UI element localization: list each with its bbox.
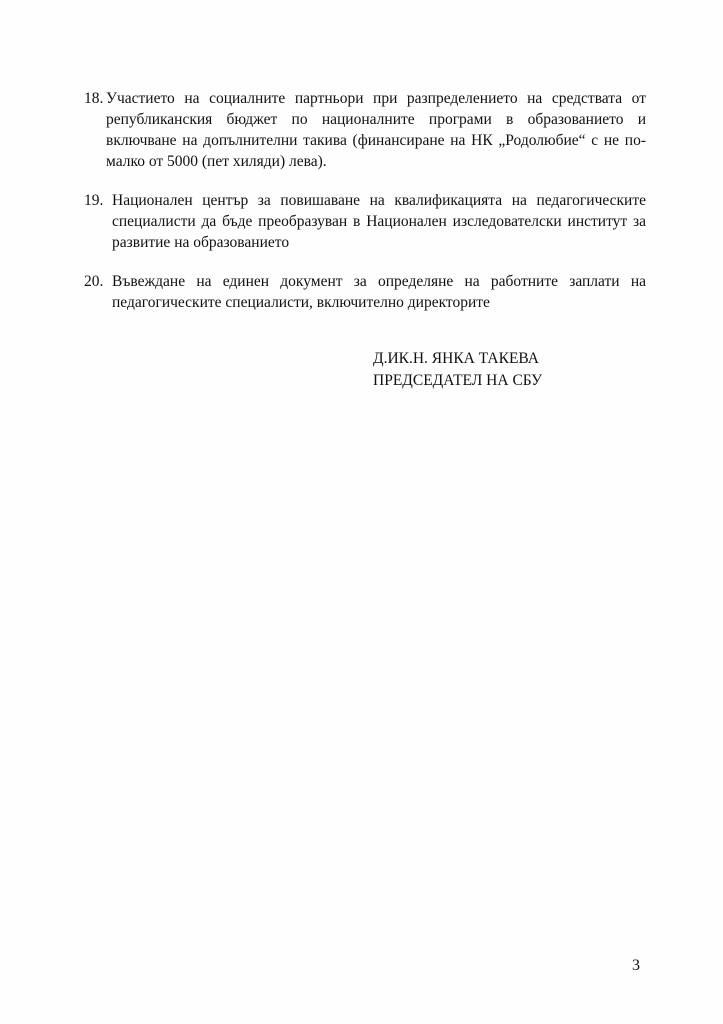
list-item-text: Участието на социалните партньори при разпределението на средствата от републиканския бюджет по националните програми в образованието и включване на допълнителни такива (финансиране на НК „Родолюбие“ с не по-малко от 5000 (пет хиляди) лева). xyxy=(106,90,646,170)
signatory-title: ПРЕДСЕДАТЕЛ НА СБУ xyxy=(373,372,543,389)
list-item-text: Национален център за повишаване на квалификацията на педагогическите специалисти да бъде преобразуван в Национален изследователски институт за развитие на образованието xyxy=(112,192,646,251)
list-item-number: 20. xyxy=(84,273,104,290)
list-item-18 xyxy=(84,88,646,172)
signatory-name: Д.ИК.Н. ЯНКА ТАКЕВА xyxy=(373,350,539,367)
list-item-19 xyxy=(84,190,646,253)
list-item-text: Въвеждане на единен документ за определяне на работните заплати на педагогическите специалисти, включително директорите xyxy=(112,273,646,311)
signature-block xyxy=(373,348,542,392)
list-item-number: 18. xyxy=(84,90,104,107)
page-number: 3 xyxy=(632,957,640,974)
list-item-20 xyxy=(84,271,646,313)
numbered-list xyxy=(84,88,646,331)
list-item-number: 19. xyxy=(84,192,104,209)
